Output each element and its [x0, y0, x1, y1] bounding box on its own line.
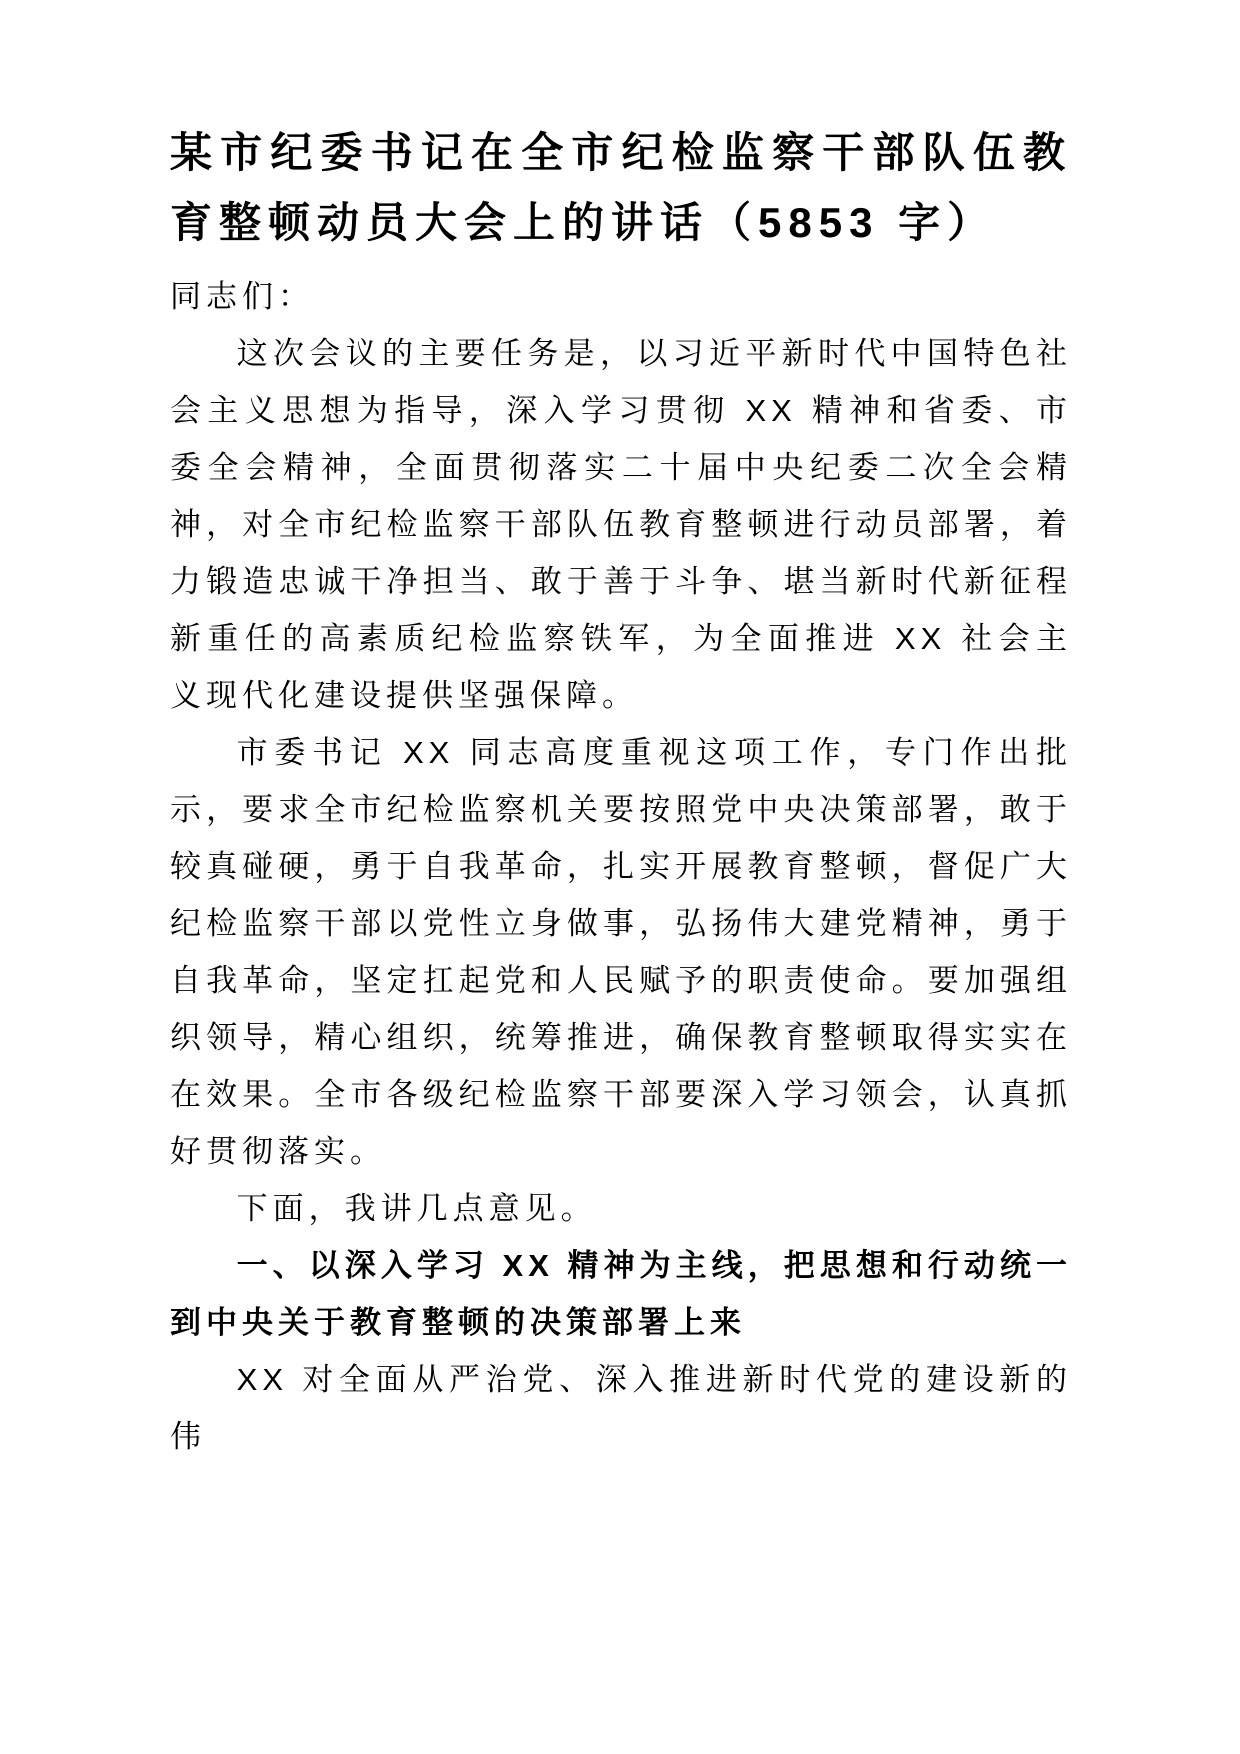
salutation: 同志们：: [170, 279, 314, 314]
paragraph-transition: 下面，我讲几点意见。: [236, 1191, 597, 1226]
document-title: 某市纪委书记在全市纪检监察干部队伍教育整顿动员大会上的讲话（5853 字）: [170, 129, 1072, 246]
paragraph-task-overview: 这次会议的主要任务是，以习近平新时代中国特色社会主义思想为指导，深入学习贯彻 XX 精神和省委、市委全会精神，全面贯彻落实二十届中央纪委二次全会精神，对全市纪检监察干部队伍教育整顿进行动员部署，着力锻造忠诚干净担当、敢于善于斗争、堪当新时代新征程新重任的高素质纪检监察铁军，为全面推进 XX 社会主义现代化建设提供坚强保障。: [170, 336, 1072, 713]
paragraph-section-1-body: XX 对全面从严治党、深入推进新时代党的建设新的伟: [170, 1362, 1072, 1454]
paragraph-secretary-instructions: 市委书记 XX 同志高度重视这项工作，专门作出批示，要求全市纪检监察机关要按照党中央决策部署，敢于较真碰硬，勇于自我革命，扎实开展教育整顿，督促广大纪检监察干部以党性立身做事，弘扬伟大建党精神，勇于自我革命，坚定扛起党和人民赋予的职责使命。要加强组织领导，精心组织，统筹推进，确保教育整顿取得实实在在效果。全市各级纪检监察干部要深入学习领会，认真抓好贯彻落实。: [170, 735, 1072, 1169]
section-heading-1: 一、以深入学习 XX 精神为主线，把思想和行动统一到中央关于教育整顿的决策部署上来: [170, 1248, 1072, 1340]
